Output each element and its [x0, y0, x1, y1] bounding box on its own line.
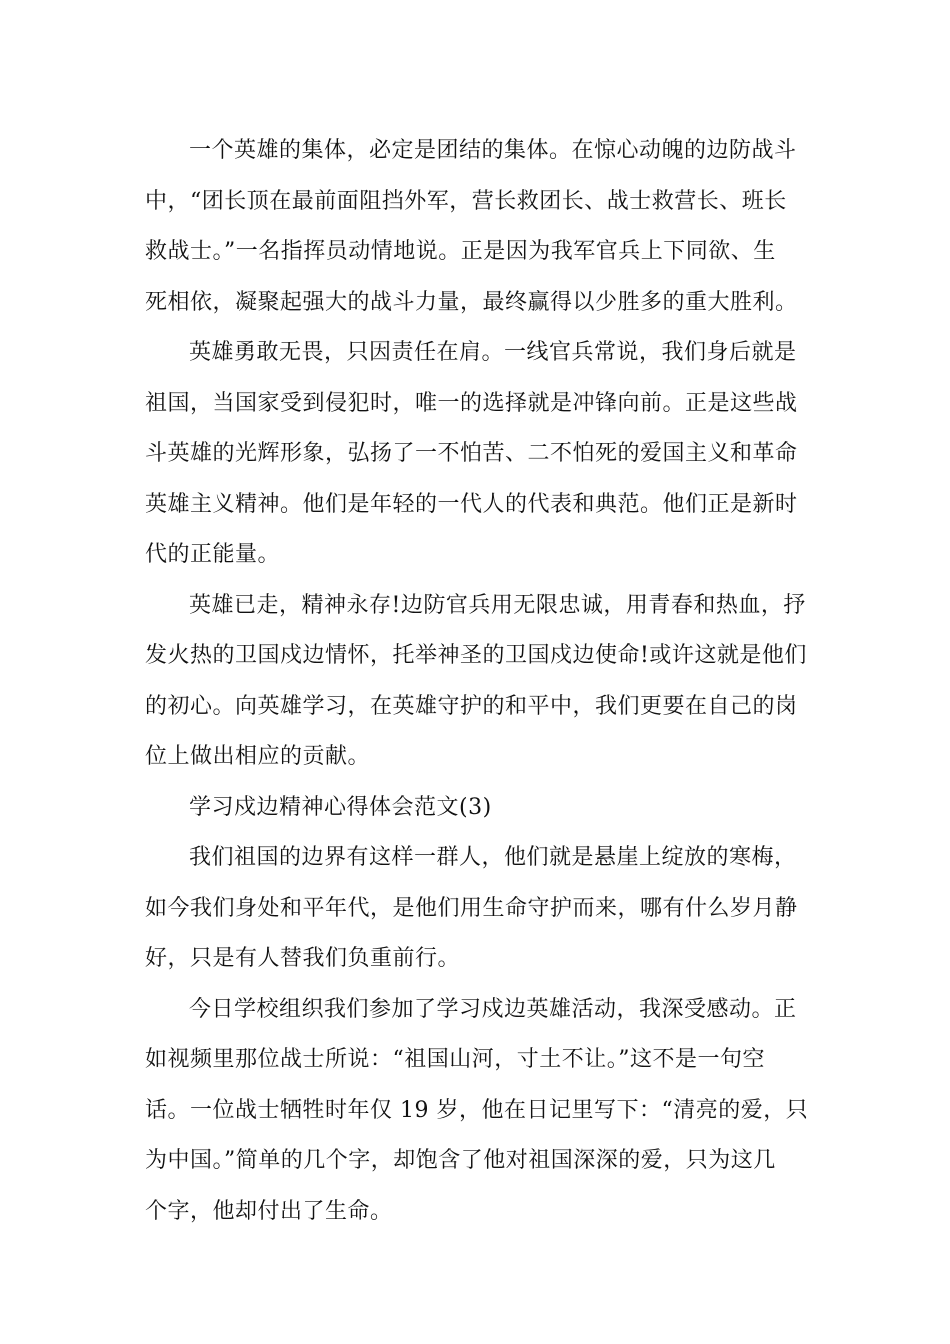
text-line: 英雄已走，精神永存!边防官兵用无限忠诚，用青春和热血，抒 — [189, 592, 806, 618]
document-body — [145, 126, 807, 1237]
text-line: 今日学校组织我们参加了学习戍边英雄活动，我深受感动。正 — [189, 996, 797, 1022]
text-line: 英雄勇敢无畏，只因责任在肩。一线官兵常说，我们身后就是 — [189, 340, 797, 365]
text-line: 斗英雄的光辉形象，弘扬了一不怕苦、二不怕死的爱国主义和革命 — [145, 441, 798, 466]
text-line: 中，“团长顶在最前面阻挡外军，营长救团长、战士救营长、班长 — [145, 188, 787, 214]
text-line: 的初心。向英雄学习，在英雄守护的和平中，我们更要在自己的岗 — [145, 693, 798, 719]
text-line: 祖国，当国家受到侵犯时，唯一的选择就是冲锋向前。正是这些战 — [145, 390, 798, 416]
text-line: 如视频里那位战士所说：“祖国山河，寸土不让。”这不是一句空 — [145, 1047, 765, 1072]
text-line: 个字，他却付出了生命。 — [145, 1198, 393, 1224]
text-line: 英雄主义精神。他们是年轻的一代人的代表和典范。他们正是新时 — [145, 491, 798, 517]
text-line: 如今我们身处和平年代，是他们用生命守护而来，哪有什么岁月静 — [145, 895, 798, 921]
text-line: 代的正能量。 — [145, 542, 281, 567]
paragraph — [145, 581, 807, 783]
text-line: 救战士。”一名指挥员动情地说。正是因为我军官兵上下同欲、生 — [145, 239, 776, 264]
text-line: 位上做出相应的贡献。 — [145, 744, 371, 769]
paragraph — [145, 328, 807, 581]
section-heading-text: 学习戍边精神心得体会范文(3) — [189, 794, 492, 820]
section-heading — [145, 783, 807, 834]
paragraph — [145, 833, 807, 985]
text-line: 好，只是有人替我们负重前行。 — [145, 946, 461, 971]
text-line: 死相依，凝聚起强大的战斗力量，最终赢得以少胜多的重大胜利。 — [145, 289, 798, 315]
text-line: 我们祖国的边界有这样一群人，他们就是悬崖上绽放的寒梅， — [189, 845, 797, 870]
paragraph — [145, 985, 807, 1238]
text-line: 发火热的卫国戍边情怀，托举神圣的卫国戍边使命!或许这就是他们 — [145, 643, 807, 668]
text-line: 话。一位战士牺牲时年仅 19 岁，他在日记里写下：“清亮的爱，只 — [145, 1097, 809, 1123]
text-line: 为中国。”简单的几个字，却饱含了他对祖国深深的爱，只为这几 — [145, 1148, 776, 1173]
text-line: 一个英雄的集体，必定是团结的集体。在惊心动魄的边防战斗 — [189, 138, 797, 163]
paragraph — [145, 126, 807, 328]
